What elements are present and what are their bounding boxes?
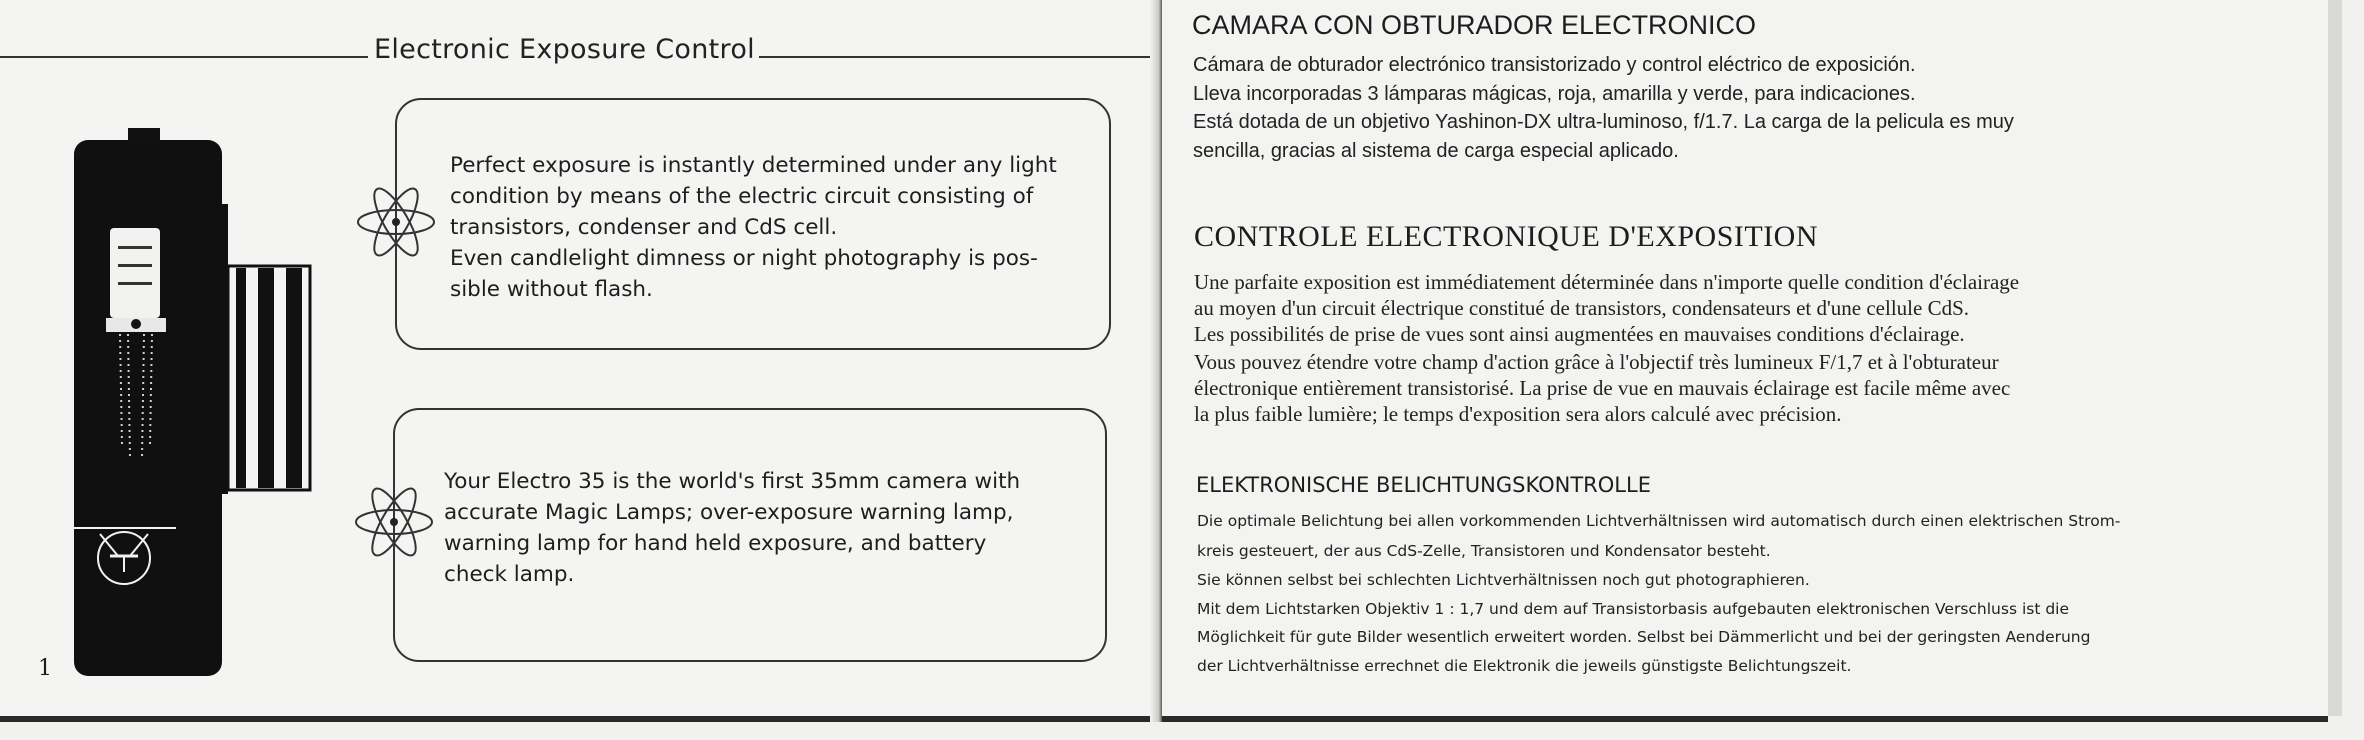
box1-text	[450, 150, 1078, 305]
french-line: Les possibilités de prise de vues sont ainsi augmentées en mauvaises conditions d'éclairage.	[1194, 322, 1965, 346]
box1-line: transistors, condenser and CdS cell.	[450, 215, 838, 240]
spanish-heading: CAMARA CON OBTURADOR ELECTRONICO	[1192, 10, 1757, 40]
french-line: au moyen d'un circuit électrique constitué de transistors, condensateurs et d'une cellule CdS.	[1194, 296, 1970, 320]
page-number: 1	[38, 656, 52, 681]
spanish-line: sencilla, gracias al sistema de carga especial aplicado.	[1193, 140, 1679, 162]
title-rule-right	[748, 56, 1154, 58]
title-rule-left	[0, 56, 368, 58]
german-heading: ELEKTRONISCHE BELICHTUNGSKONTROLLE	[1196, 473, 1651, 497]
camera-illustration	[70, 128, 314, 676]
german-line: kreis gesteuert, der aus CdS-Zelle, Transistoren und Kondensator besteht.	[1197, 542, 1771, 560]
box2-line: check lamp.	[444, 562, 575, 587]
box1-line: sible without flash.	[450, 277, 653, 302]
box2-line: accurate Magic Lamps; over-exposure warning lamp,	[444, 500, 1014, 525]
german-line: Mit dem Lichtstarken Objektiv 1 : 1,7 und dem auf Transistorbasis aufgebauten elektronischen Verschluss ist die	[1197, 600, 2070, 618]
left-page	[0, 0, 1158, 722]
box2-line: warning lamp for hand held exposure, and battery	[444, 531, 987, 556]
spanish-line: Está dotada de un objetivo Yashinon-DX ultra-luminoso, f/1.7. La carga de la pelicula es muy	[1193, 111, 2014, 133]
french-line: Vous pouvez étendre votre champ d'action grâce à l'objectif très lumineux F/1,7 et à l'obturateur	[1194, 350, 1999, 374]
spanish-line: Lleva incorporadas 3 lámparas mágicas, roja, amarilla y verde, para indicaciones.	[1193, 83, 1916, 105]
french-line: électronique entièrement transistorisé. La prise de vue en mauvais éclairage est facile même avec	[1194, 376, 2011, 400]
atom-icon	[352, 480, 436, 564]
page-edge-shadow	[2328, 0, 2342, 716]
french-line: la plus faible lumière; le temps d'exposition sera alors calculé avec précision.	[1194, 402, 1842, 426]
german-line: Möglichkeit für gute Bilder wesentlich erweitert worden. Selbst bei Dämmerlicht und bei der geringsten Aenderung	[1197, 628, 2091, 646]
german-line: Sie können selbst bei schlechten Lichtverhältnissen noch gut photographieren.	[1197, 571, 1810, 589]
section-title: Electronic Exposure Control	[370, 34, 759, 65]
spanish-line: Cámara de obturador electrónico transistorizado y control eléctrico de exposición.	[1193, 54, 1916, 76]
box1-line: Perfect exposure is instantly determined under any light	[450, 153, 1057, 178]
box1-line: Even candlelight dimness or night photography is pos-	[450, 246, 1038, 271]
french-line: Une parfaite exposition est immédiatement déterminée dans n'importe quelle condition d'éclairage	[1194, 270, 2020, 294]
box2-text	[444, 466, 1074, 590]
box1-line: condition by means of the electric circuit consisting of	[450, 184, 1034, 209]
french-heading: CONTROLE ELECTRONIQUE D'EXPOSITION	[1194, 220, 1819, 253]
german-line: der Lichtverhältnisse errechnet die Elektronik die jeweils günstigste Belichtungszeit.	[1197, 657, 1852, 675]
box2-line: Your Electro 35 is the world's first 35mm camera with	[444, 469, 1021, 494]
atom-icon	[354, 180, 438, 264]
german-line: Die optimale Belichtung bei allen vorkommenden Lichtverhältnissen wird automatisch durch einen elektrischen Strom-	[1197, 512, 2121, 530]
